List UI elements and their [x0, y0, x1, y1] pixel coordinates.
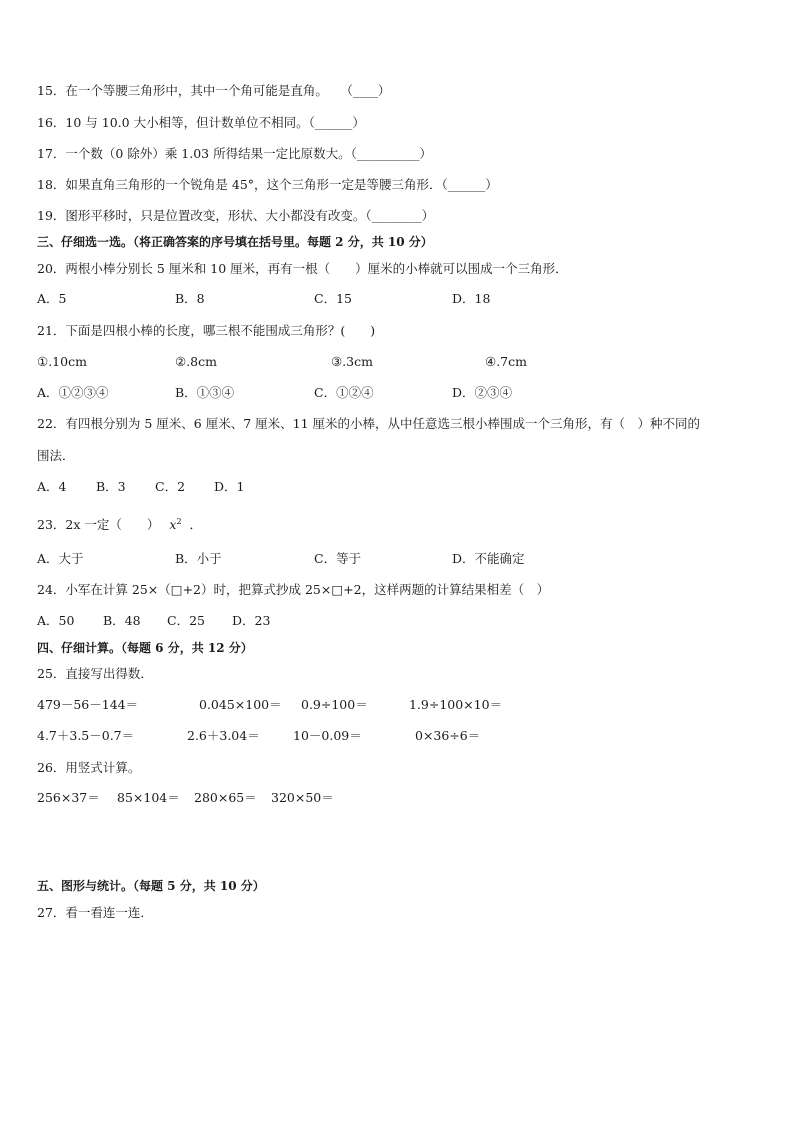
- q21-item-1: ①.10cm: [37, 354, 87, 369]
- q24-option-c: C．25: [167, 613, 205, 628]
- section-3-heading: 三、仔细选一选。（将正确答案的序号填在括号里。每题 2 分，共 10 分）: [37, 235, 433, 249]
- q23-option-b: B．小于: [175, 551, 222, 566]
- question-21-stem: 21．下面是四根小棒的长度，哪三根不能围成三角形？( ): [37, 323, 376, 338]
- q25-r1-c4: 1.9÷100×10＝: [409, 697, 503, 712]
- q21-option-c: C．①②④: [314, 385, 374, 400]
- section-5-heading: 五、图形与统计。（每题 5 分，共 10 分）: [37, 879, 265, 893]
- section-4-heading: 四、仔细计算。（每题 6 分，共 12 分）: [37, 641, 253, 655]
- q24-option-d: D．23: [232, 613, 271, 628]
- q23-option-d: D．不能确定: [452, 551, 525, 566]
- question-23-stem: [37, 513, 202, 534]
- question-22-stem-line2: 围法．: [37, 448, 75, 463]
- question-25-stem: 25．直接写出得数．: [37, 666, 153, 681]
- q20-option-c: C．15: [314, 291, 352, 306]
- q22-option-a: A．4: [37, 479, 67, 494]
- q23-stem-pre: 23．2x 一定（ ）: [37, 517, 160, 533]
- q25-r1-c3: 0.9÷100＝: [301, 697, 368, 712]
- q21-item-4: ④.7cm: [485, 354, 527, 369]
- q21-item-2: ②.8cm: [175, 354, 217, 369]
- q21-option-a: A．①②③④: [37, 385, 109, 400]
- q26-c4: 320×50＝: [271, 790, 334, 805]
- q23-option-c: C．等于: [314, 551, 362, 566]
- question-18: 18．如果直角三角形的一个锐角是 45°，这个三角形一定是等腰三角形．（______）: [37, 177, 498, 192]
- q26-c2: 85×104＝: [117, 790, 180, 805]
- q25-r1-c1: 479－56－144＝: [37, 697, 139, 712]
- q24-option-a: A．50: [37, 613, 75, 628]
- q22-option-b: B．3: [96, 479, 126, 494]
- q21-option-d: D．②③④: [452, 385, 513, 400]
- question-27-stem: 27．看一看连一连．: [37, 905, 153, 920]
- question-16: 16．10 与 10.0 大小相等，但计数单位不相同。（______）: [37, 115, 365, 130]
- question-24-stem: 24．小军在计算 25×（□+2）时，把算式抄成 25×□+2，这样两题的计算结果相差（ ）: [37, 582, 550, 597]
- q24-option-b: B．48: [103, 613, 141, 628]
- q20-option-b: B．8: [175, 291, 205, 306]
- q25-r1-c2: 0.045×100＝: [199, 697, 282, 712]
- q22-option-c: C．2: [155, 479, 186, 494]
- q23-variable: x: [169, 517, 177, 533]
- question-20-stem: 20．两根小棒分别长 5 厘米和 10 厘米，再有一根（ ）厘米的小棒就可以围成一个三角形．: [37, 261, 568, 276]
- question-22-stem-line1: 22．有四根分别为 5 厘米、6 厘米、7 厘米、11 厘米的小棒，从中任意选三根小棒围成一个三角形，有（ ）种不同的: [37, 416, 701, 431]
- q26-c3: 280×65＝: [194, 790, 257, 805]
- question-26-stem: 26．用竖式计算。: [37, 760, 141, 775]
- question-17: 17．一个数（0 除外）乘 1.03 所得结果一定比原数大。（__________）: [37, 146, 432, 161]
- question-15: 15．在一个等腰三角形中，其中一个角可能是直角。 （____）: [37, 83, 391, 98]
- question-19: 19．图形平移时，只是位置改变，形状、大小都没有改变。（________）: [37, 208, 435, 223]
- q25-r2-c1: 4.7＋3.5－0.7＝: [37, 728, 135, 743]
- q26-c1: 256×37＝: [37, 790, 100, 805]
- q23-option-a: A．大于: [37, 551, 84, 566]
- q20-option-a: A．5: [37, 291, 67, 306]
- q23-stem-post: ．: [189, 517, 203, 533]
- q20-option-d: D．18: [452, 291, 491, 306]
- q25-r2-c4: 0×36÷6＝: [415, 728, 481, 743]
- q21-item-3: ③.3cm: [331, 354, 373, 369]
- q21-option-b: B．①③④: [175, 385, 235, 400]
- q23-exponent: 2: [176, 517, 182, 526]
- q25-r2-c2: 2.6＋3.04＝: [187, 728, 260, 743]
- q25-r2-c3: 10－0.09＝: [293, 728, 362, 743]
- q22-option-d: D．1: [214, 479, 245, 494]
